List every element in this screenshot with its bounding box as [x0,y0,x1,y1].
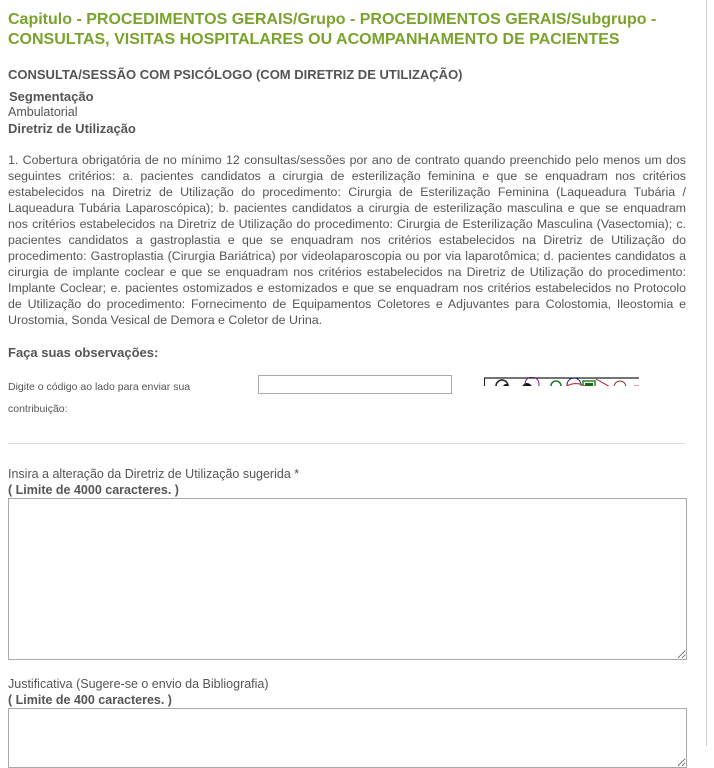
directive-label: Diretriz de Utilização [8,121,136,136]
alteration-limit: ( Limite de 4000 caracteres. ) [8,483,179,497]
segmentation-value: Ambulatorial [8,105,78,119]
captcha-input[interactable] [258,375,452,394]
directive-text: 1. Cobertura obrigatória de no mínimo 12 consultas/sessões por ano de contrato quando preenchido pelo menos um dos seguintes critérios: a. pacientes candidatos a cirurgia de esterilização feminina e que se enquadram nos critérios estabelecidos na Diretriz de Utilização do procedimento: Cirurgia de Esterilização Feminina (Laqueadura Tubária / Laqueadura Tubária Laparoscópica); b. pacientes candidatos a cirurgia de esterilização masculina e que se enquadram nos critérios estabelecidos na Diretriz de Utilização do procedimento: Cirurgia de Esterilização Masculina (Vasectomia); c. pacientes candidatos a gastroplastia e que se enquadram nos critérios estabelecidos na Diretriz de Utilização do procedimento: Gastroplastia (Cirurgia Bariátrica) por videolaparoscopia ou por via laparotômica; d. pacientes candidatos a cirurgia de implante coclear e que se enquadram nos critérios estabelecidos na Diretriz de Utilização do procedimento: Implante Coclear; e. pacientes ostomizados e estomizados e que se enquadram nos critérios estabelecidos no Protocolo de Utilização do procedimento: Fornecimento de Equipamentos Coletores e Adjuvantes para Colostomia, Ileostomia e Urostomia, Sonda Vesical de Demora e Coletor de Urina. [8,153,686,327]
justification-limit: ( Limite de 400 caracteres. ) [8,693,172,707]
justification-textarea[interactable] [8,708,687,768]
procedure-title: CONSULTA/SESSÃO COM PSICÓLOGO (COM DIRETRIZ DE UTILIZAÇÃO) [8,67,463,82]
observations-title: Faça suas observações: [8,345,159,360]
section-divider [8,443,685,444]
alteration-label: Insira a alteração da Diretriz de Utilização sugerida * [8,467,300,481]
alteration-textarea[interactable] [8,498,687,660]
page-title: Capitulo - PROCEDIMENTOS GERAIS/Grupo - PROCEDIMENTOS GERAIS/Subgrupo - CONSULTAS, VISITAS HOSPITALARES OU ACOMPANHAMENTO DE PACIENTES [8,11,657,48]
segmentation-label: Segmentação [9,89,94,104]
justification-label: Justificativa (Sugere-se o envio da Bibliografia) [8,677,269,691]
captcha-image [484,375,639,386]
captcha-label: Digite o código ao lado para enviar sua contribuição: [8,381,191,415]
page-right-border [706,0,707,746]
